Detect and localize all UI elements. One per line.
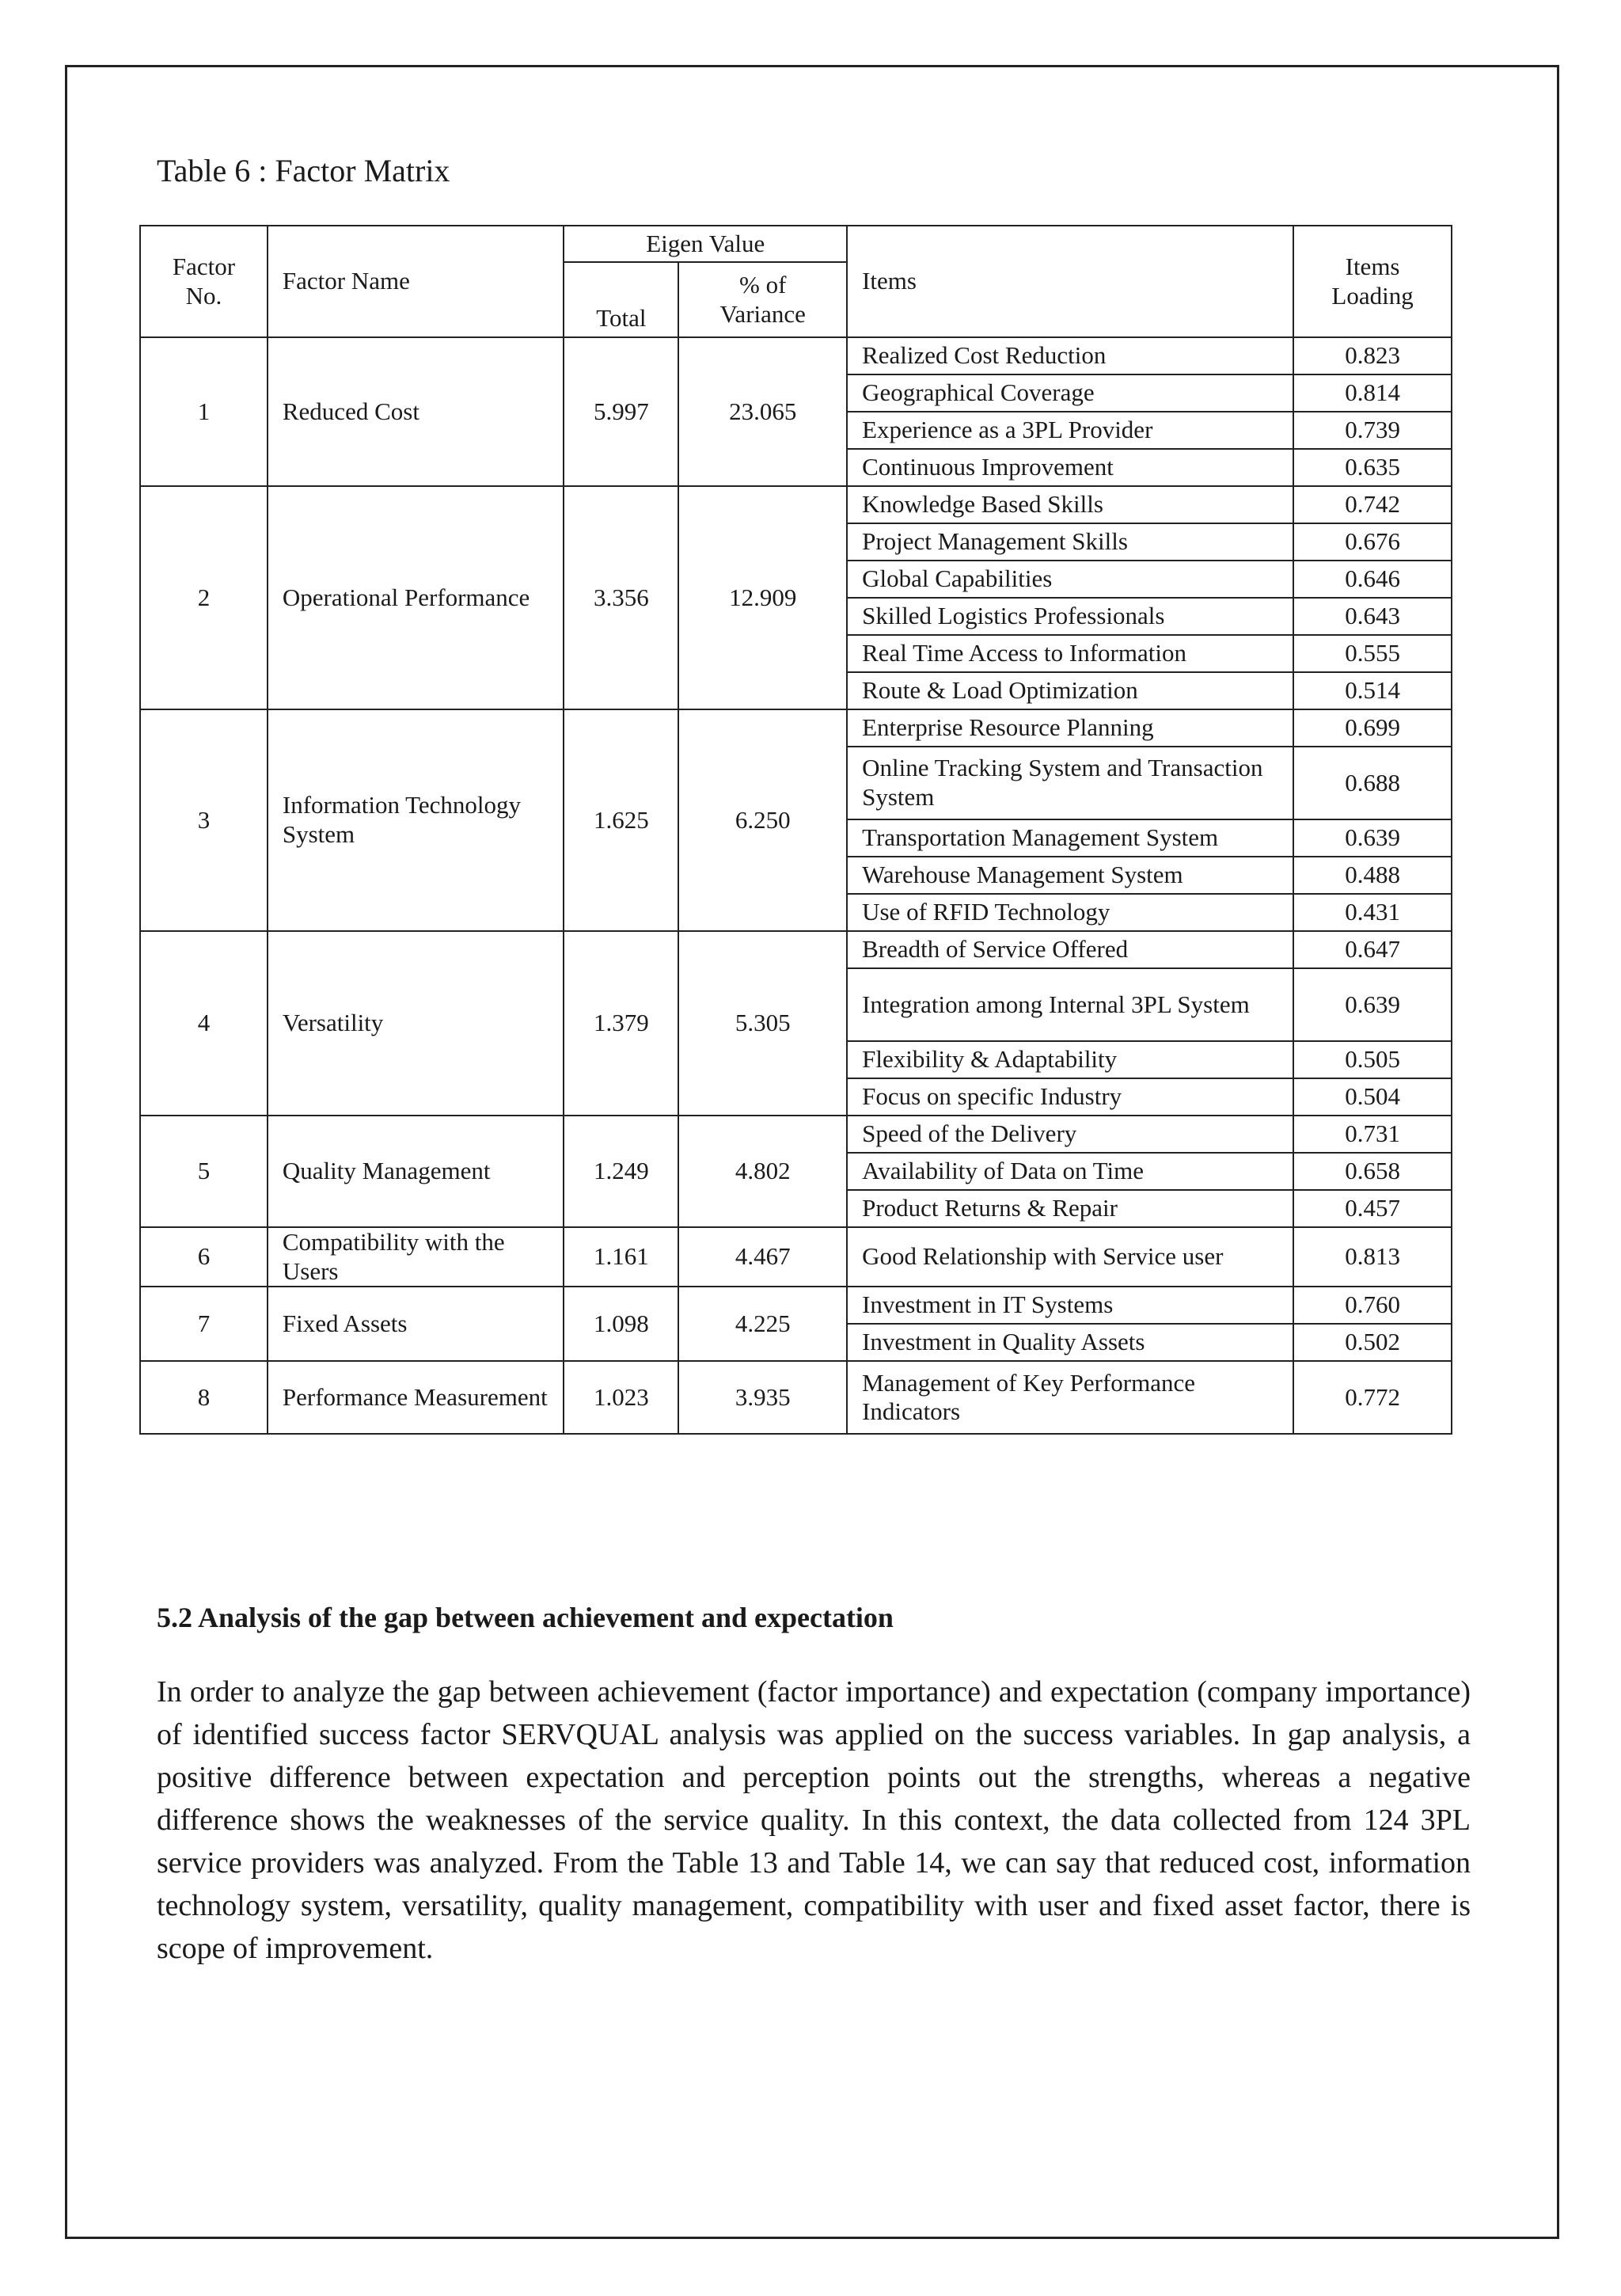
- header-pct-variance: % of Variance: [678, 262, 847, 337]
- item-name-cell: Investment in IT Systems: [847, 1287, 1293, 1324]
- item-name-cell: Continuous Improvement: [847, 449, 1293, 486]
- item-loading-cell: 0.676: [1293, 523, 1452, 561]
- factor-no-cell: 2: [140, 486, 268, 709]
- item-name-cell: Knowledge Based Skills: [847, 486, 1293, 523]
- item-name-cell: Real Time Access to Information: [847, 635, 1293, 672]
- item-name-cell: Project Management Skills: [847, 523, 1293, 561]
- item-loading-cell: 0.639: [1293, 968, 1452, 1041]
- eigen-total-cell: 1.161: [564, 1227, 678, 1287]
- eigen-total-cell: 1.625: [564, 709, 678, 931]
- header-factor-name: Factor Name: [268, 226, 564, 337]
- item-loading-cell: 0.555: [1293, 635, 1452, 672]
- table-row: [140, 1287, 1452, 1324]
- header-items-loading: Items Loading: [1293, 226, 1452, 337]
- factor-name-cell: Performance Measurement: [268, 1361, 564, 1434]
- item-name-cell: Realized Cost Reduction: [847, 337, 1293, 374]
- item-loading-cell: 0.658: [1293, 1153, 1452, 1190]
- item-loading-cell: 0.647: [1293, 931, 1452, 968]
- item-loading-cell: 0.699: [1293, 709, 1452, 747]
- factor-no-cell: 8: [140, 1361, 268, 1434]
- eigen-variance-cell: 6.250: [678, 709, 847, 931]
- eigen-total-cell: 1.023: [564, 1361, 678, 1434]
- item-loading-cell: 0.643: [1293, 598, 1452, 635]
- eigen-total-cell: 3.356: [564, 486, 678, 709]
- eigen-total-cell: 5.997: [564, 337, 678, 486]
- eigen-variance-cell: 5.305: [678, 931, 847, 1116]
- factor-no-cell: 4: [140, 931, 268, 1116]
- item-name-cell: Availability of Data on Time: [847, 1153, 1293, 1190]
- item-loading-cell: 0.639: [1293, 819, 1452, 857]
- item-loading-cell: 0.457: [1293, 1190, 1452, 1227]
- item-loading-cell: 0.688: [1293, 747, 1452, 819]
- table-body: [140, 337, 1452, 1434]
- item-name-cell: Enterprise Resource Planning: [847, 709, 1293, 747]
- item-loading-cell: 0.772: [1293, 1361, 1452, 1434]
- item-name-cell: Good Relationship with Service user: [847, 1227, 1293, 1287]
- eigen-variance-cell: 4.802: [678, 1116, 847, 1227]
- item-loading-cell: 0.813: [1293, 1227, 1452, 1287]
- factor-name-cell: Information Technology System: [268, 709, 564, 931]
- item-name-cell: Management of Key Performance Indicators: [847, 1361, 1293, 1434]
- factor-no-cell: 6: [140, 1227, 268, 1287]
- item-loading-cell: 0.502: [1293, 1324, 1452, 1361]
- header-total: Total: [564, 262, 678, 337]
- item-name-cell: Investment in Quality Assets: [847, 1324, 1293, 1361]
- table-row: [140, 709, 1452, 747]
- item-loading-cell: 0.431: [1293, 894, 1452, 931]
- item-name-cell: Focus on specific Industry: [847, 1078, 1293, 1116]
- item-loading-cell: 0.514: [1293, 672, 1452, 709]
- item-name-cell: Skilled Logistics Professionals: [847, 598, 1293, 635]
- item-loading-cell: 0.731: [1293, 1116, 1452, 1153]
- eigen-variance-cell: 4.225: [678, 1287, 847, 1361]
- eigen-variance-cell: 23.065: [678, 337, 847, 486]
- eigen-total-cell: 1.098: [564, 1287, 678, 1361]
- item-loading-cell: 0.814: [1293, 374, 1452, 412]
- item-loading-cell: 0.739: [1293, 412, 1452, 449]
- item-name-cell: Route & Load Optimization: [847, 672, 1293, 709]
- factor-name-cell: Compatibility with the Users: [268, 1227, 564, 1287]
- eigen-total-cell: 1.379: [564, 931, 678, 1116]
- factor-no-cell: 5: [140, 1116, 268, 1227]
- section-heading: 5.2 Analysis of the gap between achievement and expectation: [157, 1602, 894, 1633]
- item-name-cell: Integration among Internal 3PL System: [847, 968, 1293, 1041]
- eigen-total-cell: 1.249: [564, 1116, 678, 1227]
- item-name-cell: Geographical Coverage: [847, 374, 1293, 412]
- item-loading-cell: 0.742: [1293, 486, 1452, 523]
- factor-name-cell: Operational Performance: [268, 486, 564, 709]
- factor-matrix-table: [139, 225, 1452, 1435]
- table-caption: Table 6 : Factor Matrix: [157, 153, 450, 188]
- header-items: Items: [847, 226, 1293, 337]
- item-name-cell: Experience as a 3PL Provider: [847, 412, 1293, 449]
- item-name-cell: Transportation Management System: [847, 819, 1293, 857]
- item-loading-cell: 0.646: [1293, 561, 1452, 598]
- table-row: [140, 1361, 1452, 1434]
- table-row: [140, 1116, 1452, 1153]
- item-name-cell: Product Returns & Repair: [847, 1190, 1293, 1227]
- item-name-cell: Breadth of Service Offered: [847, 931, 1293, 968]
- header-eigen-value: Eigen Value: [564, 226, 847, 262]
- factor-name-cell: Quality Management: [268, 1116, 564, 1227]
- item-name-cell: Use of RFID Technology: [847, 894, 1293, 931]
- table-row: [140, 1227, 1452, 1287]
- table-row: [140, 337, 1452, 374]
- factor-name-cell: Fixed Assets: [268, 1287, 564, 1361]
- section-paragraph: In order to analyze the gap between achievement (factor importance) and expectation (company importance) of identified success factor SERVQUAL analysis was applied on the success variables. In gap analysis, a positive difference between expectation and perception points out the strengths, whereas a negative difference shows the weaknesses of the service quality. In this context, the data collected from 124 3PL service providers was analyzed. From the Table 13 and Table 14, we can say that reduced cost, information technology system, versatility, quality management, compatibility with user and fixed asset factor, there is scope of improvement.: [157, 1675, 1471, 1965]
- eigen-variance-cell: 3.935: [678, 1361, 847, 1434]
- eigen-variance-cell: 12.909: [678, 486, 847, 709]
- factor-no-cell: 1: [140, 337, 268, 486]
- item-loading-cell: 0.760: [1293, 1287, 1452, 1324]
- factor-no-cell: 3: [140, 709, 268, 931]
- item-loading-cell: 0.488: [1293, 857, 1452, 894]
- table-row: [140, 486, 1452, 523]
- factor-name-cell: Versatility: [268, 931, 564, 1116]
- item-name-cell: Flexibility & Adaptability: [847, 1041, 1293, 1078]
- item-name-cell: Online Tracking System and Transaction System: [847, 747, 1293, 819]
- header-factor-no: Factor No.: [140, 226, 268, 337]
- item-name-cell: Global Capabilities: [847, 561, 1293, 598]
- item-loading-cell: 0.823: [1293, 337, 1452, 374]
- item-name-cell: Warehouse Management System: [847, 857, 1293, 894]
- item-loading-cell: 0.505: [1293, 1041, 1452, 1078]
- item-loading-cell: 0.504: [1293, 1078, 1452, 1116]
- table-row: [140, 931, 1452, 968]
- factor-name-cell: Reduced Cost: [268, 337, 564, 486]
- item-name-cell: Speed of the Delivery: [847, 1116, 1293, 1153]
- eigen-variance-cell: 4.467: [678, 1227, 847, 1287]
- factor-no-cell: 7: [140, 1287, 268, 1361]
- item-loading-cell: 0.635: [1293, 449, 1452, 486]
